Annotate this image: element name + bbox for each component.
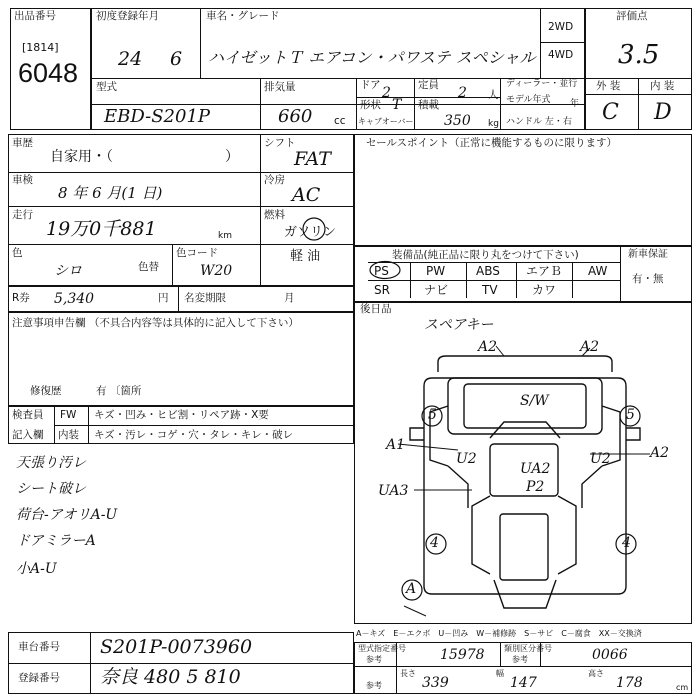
fuel-label: 燃料 bbox=[264, 209, 285, 221]
model-name-label: 車名・グレード bbox=[206, 10, 280, 22]
chassis-label: 車台番号 bbox=[18, 641, 60, 653]
dmg-u2-right: U2 bbox=[590, 451, 611, 467]
inspection-value: 8 年 6 月(1 日) bbox=[58, 184, 163, 202]
dmg-a1-left: A1 bbox=[386, 437, 406, 453]
person-unit: 人 bbox=[488, 89, 499, 101]
warranty-title: 新車保証 bbox=[628, 249, 668, 260]
first-reg-month: 6 bbox=[170, 48, 183, 70]
inspector-in-label: 内装 bbox=[58, 429, 79, 441]
equip-pw: PW bbox=[426, 264, 446, 278]
year-unit: 年 bbox=[570, 99, 580, 109]
dealer-label: ディーラー・並行 bbox=[506, 79, 578, 89]
notes-label: 注意事項申告欄 （不具合内容等は具体的に記入して下さい） bbox=[12, 317, 299, 329]
dmg-ua2: UA2 bbox=[520, 461, 551, 477]
dmg-p2: P2 bbox=[526, 479, 545, 495]
load-value: 350 bbox=[444, 113, 471, 129]
length-value: 339 bbox=[422, 675, 449, 691]
fuel-circle bbox=[300, 216, 330, 244]
km-unit: km bbox=[218, 231, 232, 241]
chassis-value: S201P-0073960 bbox=[100, 636, 253, 658]
handle-label: ハンドル 左・右 bbox=[506, 117, 572, 127]
exterior-label: 外 装 bbox=[596, 80, 621, 92]
length-label: 長さ bbox=[400, 669, 416, 678]
width-label: 幅 bbox=[496, 669, 504, 678]
shift-label: シフト bbox=[264, 137, 296, 149]
recycle-label: R券 bbox=[12, 292, 30, 304]
selling-points-box bbox=[354, 134, 692, 246]
height-label: 高さ bbox=[588, 669, 604, 678]
warranty-value: 有・無 bbox=[632, 273, 664, 285]
inspector-fw-text: キズ・凹み・ヒビ割・リペア跡・X要 bbox=[94, 409, 269, 421]
yen-unit: 円 bbox=[158, 292, 169, 304]
load-label: 積載 bbox=[418, 99, 439, 111]
displacement-label: 排気量 bbox=[264, 81, 296, 93]
category-ref: 参考 bbox=[512, 655, 528, 664]
note-3: 荷台-アオリA-U bbox=[16, 507, 118, 523]
tire-front-right: 5 bbox=[626, 407, 635, 423]
cm-unit: cm bbox=[676, 683, 689, 692]
type-value: EBD-S201P bbox=[104, 106, 211, 127]
kg-unit: kg bbox=[488, 119, 499, 129]
color-code-label: 色コード bbox=[176, 247, 218, 259]
interior-grade: D bbox=[654, 100, 672, 125]
capacity-label: 定員 bbox=[418, 79, 439, 91]
fuel-diesel: 軽 油 bbox=[290, 249, 321, 264]
exterior-grade: C bbox=[602, 100, 619, 125]
shift-value: FAT bbox=[294, 148, 331, 170]
damage-legend: A－キズ E－エクボ U－凹み W－補修跡 S－サビ C－腐食 XX－交換済 bbox=[356, 629, 642, 638]
type-designation-ref: 参考 bbox=[366, 655, 382, 664]
displacement-value: 660 bbox=[278, 106, 313, 127]
inspection-label: 車検 bbox=[12, 174, 33, 186]
cc-unit: cc bbox=[334, 115, 346, 127]
equip-title: 装備品(純正品に限り丸をつけて下さい) bbox=[392, 249, 579, 261]
lot-label: 出品番号 bbox=[14, 10, 56, 22]
mileage-value: 19万0千881 bbox=[46, 218, 157, 240]
history-label: 車歴 bbox=[12, 137, 33, 149]
lot-number: 6048 bbox=[18, 58, 79, 88]
equip-navi: ナビ bbox=[424, 283, 449, 297]
note-4: ドアミラーA bbox=[16, 533, 96, 549]
note-5: 小A-U bbox=[16, 561, 57, 577]
equip-airbag: エアＢ bbox=[526, 264, 563, 278]
color-change-label: 色替 bbox=[138, 261, 159, 273]
dmg-a2-right: A2 bbox=[650, 445, 670, 461]
equip-aw: AW bbox=[588, 264, 608, 278]
model-year-label: モデル年式 bbox=[506, 95, 551, 105]
plate-value: 奈良 480 5 810 bbox=[100, 666, 241, 688]
type-designation-value: 15978 bbox=[440, 647, 485, 663]
interior-label: 内 装 bbox=[650, 80, 675, 92]
color-code-value: W20 bbox=[200, 263, 233, 279]
type-label: 型式 bbox=[96, 81, 117, 93]
dmg-ua3: UA3 bbox=[378, 483, 409, 499]
width-value: 147 bbox=[510, 675, 537, 691]
category-value: 0066 bbox=[592, 647, 628, 663]
first-reg-year: 24 bbox=[118, 48, 143, 70]
extra-value: スペアキー bbox=[424, 317, 494, 333]
door-value: 2 bbox=[382, 85, 391, 101]
tire-front-left: 5 bbox=[428, 407, 437, 423]
inspector-fw-label: FW bbox=[60, 409, 77, 421]
color-label: 色 bbox=[12, 247, 23, 259]
repair-label: 修復歴 bbox=[30, 385, 62, 397]
drive-4wd: 4WD bbox=[548, 49, 574, 61]
cooling-value: AC bbox=[292, 184, 321, 206]
extra-label: 後日品 bbox=[360, 303, 392, 315]
length-ref: 参考 bbox=[366, 681, 382, 690]
color-value: シロ bbox=[54, 263, 82, 279]
equip-ps: PS bbox=[374, 264, 389, 278]
first-reg-label: 初度登録年月 bbox=[96, 10, 159, 22]
dmg-a2-top-left: A2 bbox=[478, 339, 498, 355]
mirror-mark: A bbox=[406, 581, 417, 597]
dmg-u2-left: U2 bbox=[456, 451, 477, 467]
vehicle-diagram bbox=[354, 336, 692, 624]
shape-value: T bbox=[392, 97, 402, 113]
height-value: 178 bbox=[616, 675, 643, 691]
fuel-gas: ガソリン bbox=[284, 225, 337, 240]
shape-label: 形状 bbox=[360, 99, 381, 111]
month-unit: 月 bbox=[284, 292, 295, 304]
equip-sr: SR bbox=[374, 283, 390, 297]
lot-sub: [1814] bbox=[22, 41, 59, 54]
equip-ps-circle bbox=[368, 260, 404, 280]
plate-label: 登録番号 bbox=[18, 672, 60, 684]
equip-abs: ABS bbox=[476, 264, 500, 278]
type-designation-label: 型式指定番号 bbox=[358, 644, 406, 653]
selling-title: セールスポイント（正常に機能するものに限ります） bbox=[366, 137, 618, 149]
dmg-sw: S/W bbox=[520, 393, 549, 409]
repair-value: 有 〔箇所 bbox=[96, 385, 142, 397]
category-label: 類別区分番号 bbox=[504, 644, 552, 653]
note-1: 天張り汚レ bbox=[16, 455, 86, 471]
equip-tv: TV bbox=[482, 283, 498, 297]
note-2: シート破レ bbox=[16, 481, 86, 497]
inspector-label-2: 記入欄 bbox=[12, 429, 44, 441]
door-label: ドア bbox=[360, 79, 381, 91]
cooling-label: 冷房 bbox=[264, 174, 285, 186]
drive-2wd: 2WD bbox=[548, 21, 574, 33]
model-name: ハイゼットＴ エアコン・パワステ スペシャル bbox=[208, 48, 536, 67]
inspector-label-1: 検査員 bbox=[12, 409, 44, 421]
score-value: 3.5 bbox=[618, 40, 660, 70]
equip-leather: カワ bbox=[532, 283, 557, 297]
recycle-value: 5,340 bbox=[54, 291, 95, 307]
history-value: 自家用・（ ） bbox=[50, 149, 239, 165]
tire-rear-right: 4 bbox=[622, 535, 631, 551]
cab-label: キャブオーバー bbox=[358, 117, 414, 126]
capacity-value: 2 bbox=[458, 85, 467, 101]
name-change-label: 名変期限 bbox=[184, 292, 226, 304]
mileage-label: 走行 bbox=[12, 209, 33, 221]
dmg-a2-top-right: A2 bbox=[580, 339, 600, 355]
score-label: 評価点 bbox=[616, 10, 648, 22]
tire-rear-left: 4 bbox=[430, 535, 439, 551]
inspector-in-text: キズ・汚レ・コゲ・穴・タレ・キレ・破レ bbox=[94, 429, 294, 441]
